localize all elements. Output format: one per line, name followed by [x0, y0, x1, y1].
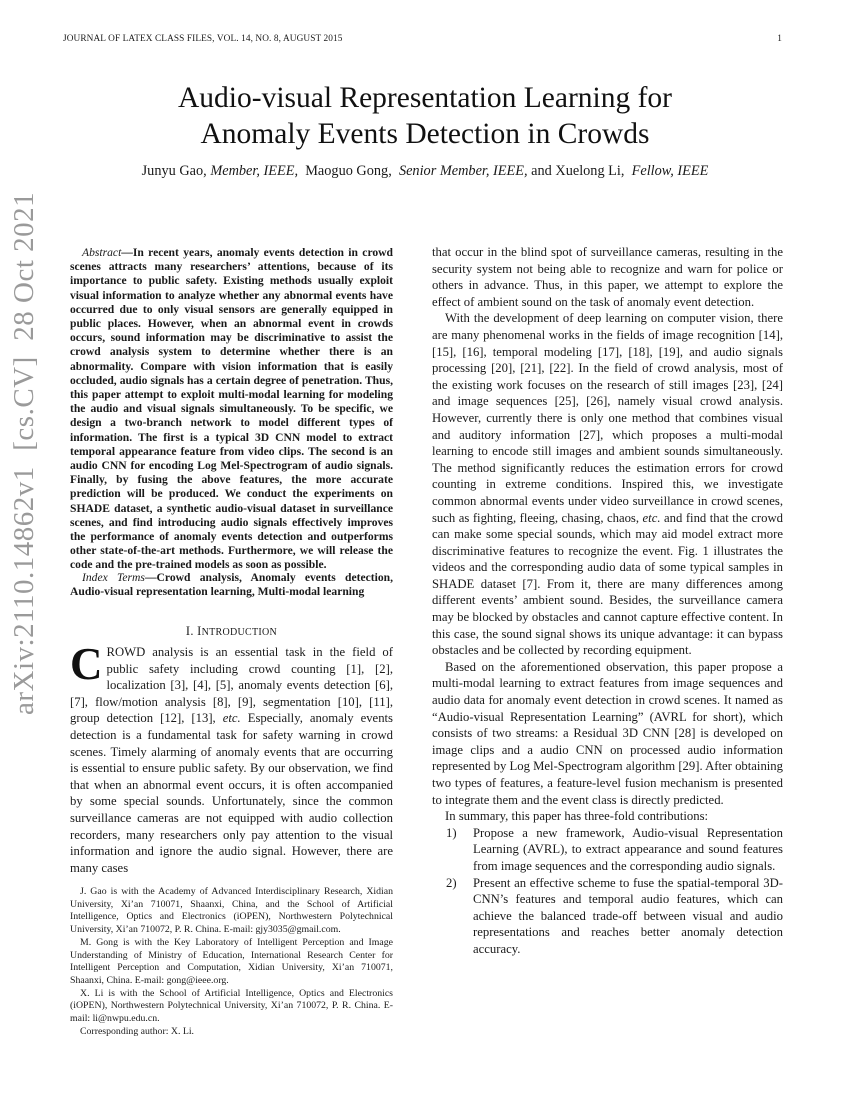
arxiv-watermark: arXiv:2110.14862v1 [cs.CV] 28 Oct 2021	[8, 191, 40, 715]
introduction-paragraph	[70, 639, 393, 876]
journal-name: JOURNAL OF LATEX CLASS FILES, VOL. 14, NO. 8, AUGUST 2015	[63, 34, 343, 44]
paragraph-summary-intro: In summary, this paper has three-fold contributions:	[445, 809, 709, 824]
footnote-corresponding: Corresponding author: X. Li.	[80, 1025, 195, 1037]
contribution-item	[446, 875, 783, 958]
contribution-number: 1)	[446, 825, 457, 840]
section-number: I.	[185, 624, 198, 638]
index-terms	[70, 571, 393, 600]
contributions-list	[432, 825, 783, 958]
footnote-gao: J. Gao is with the Academy of Advanced Interdisciplinary Research, Xidian University, Xi’an 710071, Shaanxi, China, and the School of Artificial Intelligence, Optics and Electronics (iOPEN), Northwestern Polytechnical University, Xi’an 710072, P. R. China. E-mail: gjy3035@gmail.com.	[70, 886, 393, 936]
author-2-name: Maoguo Gong,	[298, 163, 399, 179]
abstract-label: Abstract	[82, 246, 122, 259]
intro-text-b: Especially, anomaly events detection is a fundamental task for safety warning in crowd scenes. Timely alarming of anomaly events that are occurring is essential to ensure public safety. By our observation, we find that when an abnormal event occurs, it is often accompanied by some special sounds. Unfortunately, since the common surveillance cameras are not equipped with audio collection recorders, many researchers only pay attention to the visual information and ignore the audio signal. However, there are many cases	[70, 711, 393, 875]
author-3-name: and Xuelong Li,	[527, 163, 632, 179]
author-affiliations	[70, 886, 393, 1038]
paragraph-method-overview: Based on the aforementioned observation, this paper propose a multi-modal learning to extract features from image sequences and audio data for anomaly event detection in crowd scenes. It named as “Audio-visual Representation Learning” (AVRL for short), which consists of two streams: a Residual 3D CNN [28] is developed on image clips and a audio CNN on processed audio information represented by Log Mel-Spectrogram algorithm [29]. After obtaining two types of features, a feature-level fusion mechanism is presented to integrate them and the event class is directly predicted.	[432, 659, 783, 807]
footnote-gong: M. Gong is with the Key Laboratory of Intelligent Perception and Image Understanding of Ministry of Education, International Research Center for Intelligent Perception and Computation, Xidian University, Xi’an 710071, Shaanxi, China. E-mail: gong@ieee.org.	[70, 936, 393, 986]
author-3-role: Fellow, IEEE	[631, 163, 709, 179]
contribution-text: Propose a new framework, Audio-visual Representation Learning (AVRL), to extract appearance and sound features from image sequences and the corresponding audio signals.	[473, 825, 783, 873]
author-1-role: Member, IEEE,	[210, 163, 299, 179]
abstract-text: —In recent years, anomaly events detection in crowd scenes attracts many researchers’ attentions, because of its importance to public safety. Existing methods usually exploit visual information to analyze whether any abnormal events have occurred due to only visual sensors are generally equipped in public places. However, when an abnormal event in crowds occurs, sound information may be discriminative to assist the crowd analysis system to determine whether there is an abnormality. Compare with vision information that is easily occluded, audio signals has a certain degree of penetration. Thus, this paper attempt to exploit multi-modal learning for modeling the audio and visual signals simultaneously. To be specific, we design a two-branch network to model different types of information. The first is a typical 3D CNN model to extract temporal appearance feature from video clips. The second is an audio CNN for encoding Log Mel-Spectrogram of audio signals. Finally, by fusing the above features, the more accurate prediction will be produced. We conduct the experiments on SHADE dataset, a synthetic audio-visual dataset in surveillance scenes, and find introducing audio signals effectively improves the performance of anomaly events detection and outperforms other state-of-the-art methods. Furthermore, we will release the code and the pre-trained models as soon as possible.	[70, 246, 393, 572]
section-title-initial: I	[197, 624, 202, 638]
paragraph-related-work	[432, 310, 783, 658]
author-list	[0, 163, 850, 180]
contribution-number: 2)	[446, 875, 457, 890]
para2-text-b: and find that the crowd can make some special sounds, which may aid model extract more discriminative features to recognize the event. Fig. 1 illustrates the videos and the corresponding audio data of some typical samples in SHADE dataset [7]. From it, there are many differences among different events’ ambient sound. Besides, the surveillance camera may be blocked by obstacles and cannot capture effective content. In this case, the sound signal shows its unique advantage: it can bypass obstacles and be collected by recording equipment.	[432, 510, 783, 658]
index-terms-label: Index Terms	[82, 571, 145, 584]
page-number: 1	[777, 34, 782, 44]
contribution-item	[446, 825, 783, 875]
right-column	[432, 244, 783, 958]
section-title-rest: NTRODUCTION	[201, 627, 278, 638]
footnote-li: X. Li is with the School of Artificial Intelligence, Optics and Electronics (iOPEN), Northwestern Polytechnical University, Xi’an 710072, P. R. China. E-mail: li@nwpu.edu.cn.	[70, 987, 393, 1025]
title-line-1: Audio-visual Representation Learning for	[178, 82, 672, 114]
contribution-text: Present an effective scheme to fuse the spatial-temporal 3D-CNN’s features and temporal audio features, which can achieve the balanced trade-off between visual and audio representations and reaches better anomaly detection accuracy.	[473, 875, 783, 956]
author-1-name: Junyu Gao,	[141, 163, 211, 179]
para2-text-a: With the development of deep learning on computer vision, there are many phenomenal works in the fields of image recognition [14], [15], [16], temporal modeling [17], [18], [19], and audio signals processing [20], [21], [22]. In the field of crowd analysis, most of the existing work focuses on the research of still images [23], [24] and image sequences [25], [26], namely visual crowd analysis. However, currently there is only one method that combines visual and auditory information [27], which proposes a multi-modal learning to encode still images and ambient sounds simultaneously. The method significantly reduces the estimation errors for crowd counting in extreme conditions. Inspired this, we investigate common abnormal events under video surveillance in crowd scenes, such as fighting, fleeing, chasing, chaos,	[432, 311, 783, 525]
index-terms-text: —Crowd analysis, Anomaly events detection, Audio-visual representation learning, Multi-modal learning	[70, 571, 393, 599]
paragraph-continued: that occur in the blind spot of surveillance cameras, resulting in the security system not being able to recognize and warn for police or others in advance. Thus, in this paper, we attempt to explore the effect of ambient sound on the task of anomaly event detection.	[432, 245, 783, 309]
para2-etc: etc.	[642, 510, 661, 525]
paper-title	[0, 80, 850, 152]
running-header	[63, 34, 782, 44]
intro-etc: etc.	[222, 711, 241, 726]
section-heading-introduction	[70, 624, 393, 639]
abstract	[70, 246, 393, 573]
dropcap: C	[70, 639, 103, 689]
intro-text-a: ROWD analysis is an essential task in the field of public safety including crowd counting [1], [2], localization [3], [4], [5], anomaly events detection [6], [7], flow/motion analysis [8], [9], segmentation [10], [11], group detection [12], [13],	[70, 645, 393, 726]
title-line-2: Anomaly Events Detection in Crowds	[200, 118, 650, 150]
author-2-role: Senior Member, IEEE,	[398, 163, 528, 179]
